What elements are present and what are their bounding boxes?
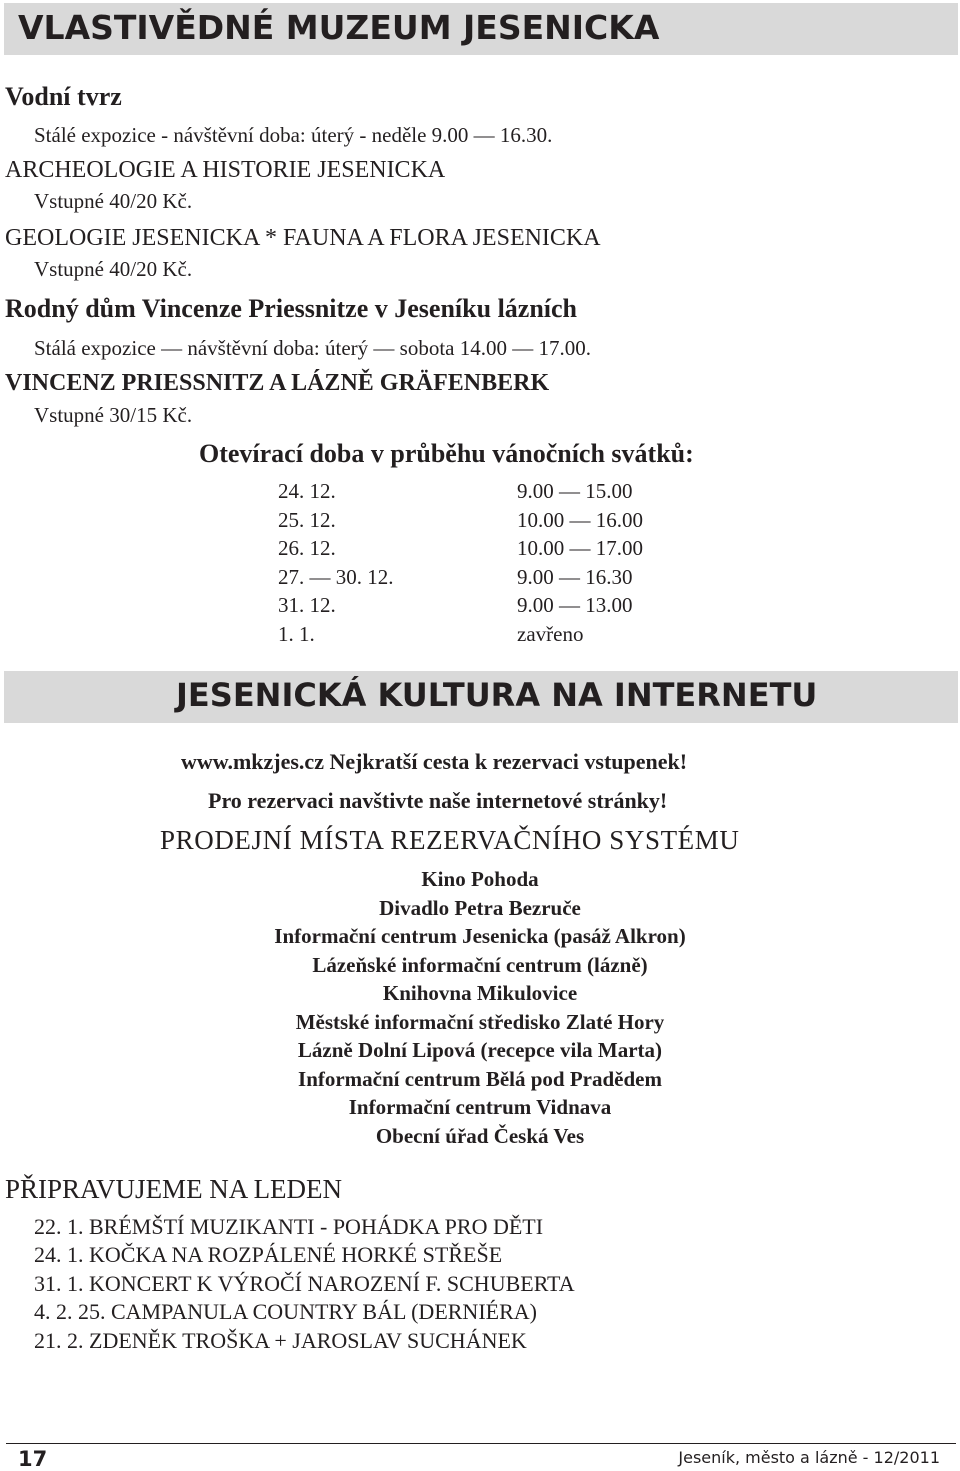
list-item: Informační centrum Vidnava	[348, 1095, 612, 1119]
section-heading-vodni-tvrz: Vodní tvrz	[5, 82, 122, 111]
page-title: VLASTIVĚDNÉ MUZEUM JESENICKA	[18, 8, 660, 47]
holiday-hours: zavřeno	[517, 622, 584, 646]
holiday-hours: 10.00 — 17.00	[517, 536, 643, 560]
sales-points-heading: PRODEJNÍ MÍSTA REZERVAČNÍHO SYSTÉMU	[160, 825, 740, 855]
internet-section-title: JESENICKÁ KULTURA NA INTERNETU	[176, 676, 818, 714]
website-reservation-line[interactable]: www.mkzjes.cz Nejkratší cesta k rezervaci vstupenek!	[181, 749, 688, 774]
list-item: Lázně Dolní Lipová (recepce vila Marta)	[297, 1038, 663, 1062]
holiday-date: 24. 12.	[278, 479, 336, 503]
holiday-date: 25. 12.	[278, 508, 336, 532]
section-heading-rodny-dum: Rodný dům Vincenze Priessnitze v Jeseníku lázních	[5, 294, 578, 323]
footer-divider	[6, 1443, 956, 1444]
upcoming-event: 24. 1. KOČKA NA ROZPÁLENÉ HORKÉ STŘEŠE	[34, 1242, 503, 1267]
list-item: Kino Pohoda	[421, 867, 539, 891]
holiday-hours-heading: Otevírací doba v průběhu vánočních svátků:	[199, 439, 694, 468]
exhibit-price: Vstupné 40/20 Kč.	[34, 257, 193, 281]
upcoming-event: 4. 2. 25. CAMPANULA COUNTRY BÁL (DERNIÉRA)	[34, 1299, 537, 1324]
upcoming-event: 21. 2. ZDENĚK TROŠKA + JAROSLAV SUCHÁNEK	[34, 1328, 527, 1353]
holiday-hours: 9.00 — 13.00	[517, 593, 633, 617]
upcoming-event: 22. 1. BRÉMŠTÍ MUZIKANTI - POHÁDKA PRO DĚTI	[34, 1214, 544, 1239]
list-item: Lázeňské informační centrum (lázně)	[312, 952, 648, 977]
page-number: 17	[18, 1447, 48, 1471]
sales-points-list	[160, 865, 800, 1150]
upcoming-heading: PŘIPRAVUJEME NA LEDEN	[5, 1174, 343, 1204]
expo-hours-line: Stálá expozice — návštěvní doba: úterý — sobota 14.00 — 17.00.	[34, 336, 591, 360]
holiday-date: 31. 12.	[278, 593, 336, 617]
exhibit-title: VINCENZ PRIESSNITZ A LÁZNĚ GRÄFENBERK	[5, 370, 550, 396]
list-item: Městské informační středisko Zlaté Hory	[295, 1009, 665, 1034]
upcoming-event: 31. 1. KONCERT K VÝROČÍ NAROZENÍ F. SCHUBERTA	[34, 1271, 575, 1296]
reservation-invite-line: Pro rezervaci navštivte naše internetové stránky!	[208, 788, 668, 813]
list-item: Obecní úřad Česká Ves	[375, 1123, 585, 1148]
expo-hours-line: Stálé expozice - návštěvní doba: úterý - neděle 9.00 — 16.30.	[34, 123, 553, 147]
holiday-date: 1. 1.	[278, 622, 315, 646]
list-item: Divadlo Petra Bezruče	[379, 895, 581, 920]
holiday-hours: 10.00 — 16.00	[517, 508, 643, 532]
list-item: Informační centrum Bělá pod Pradědem	[298, 1066, 662, 1091]
holiday-date: 26. 12.	[278, 536, 336, 560]
list-item: Informační centrum Jesenicka (pasáž Alkron)	[274, 924, 686, 948]
publication-name: Jeseník, město a lázně - 12/2011	[678, 1448, 940, 1467]
holiday-hours: 9.00 — 15.00	[517, 479, 633, 503]
holiday-date: 27. — 30. 12.	[278, 565, 394, 589]
exhibit-price: Vstupné 40/20 Kč.	[34, 189, 193, 213]
list-item: Knihovna Mikulovice	[382, 981, 578, 1005]
exhibit-title: ARCHEOLOGIE A HISTORIE JESENICKA	[5, 157, 446, 183]
exhibit-price: Vstupné 30/15 Kč.	[34, 403, 193, 427]
exhibit-title: GEOLOGIE JESENICKA * FAUNA A FLORA JESENICKA	[5, 225, 601, 251]
holiday-hours: 9.00 — 16.30	[517, 565, 633, 589]
